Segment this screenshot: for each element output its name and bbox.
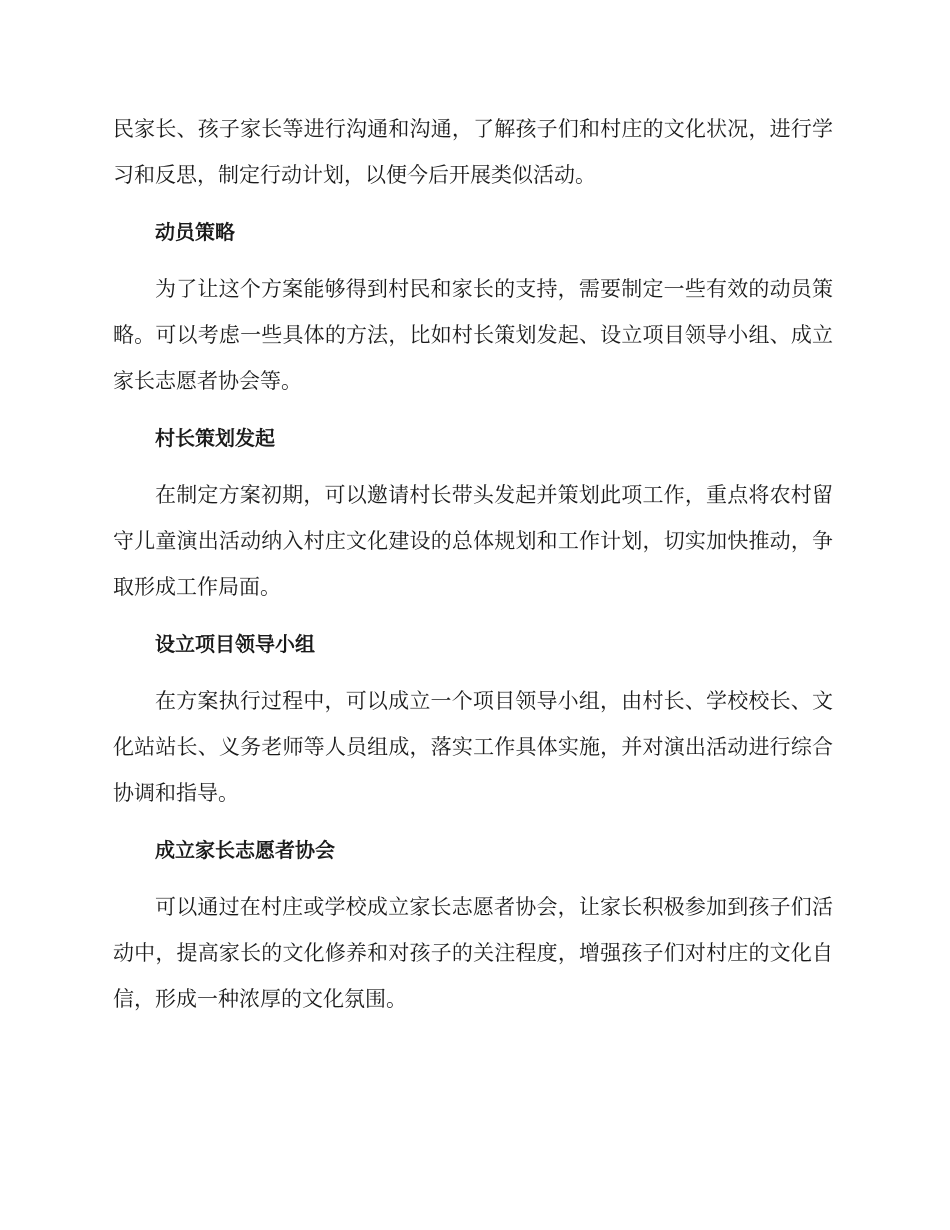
document-body bbox=[113, 106, 833, 1033]
paragraph-mobilization-strategy: 为了让这个方案能够得到村民和家长的支持，需要制定一些有效的动员策略。可以考虑一些具体的方法，比如村长策划发起、设立项目领导小组、成立家长志愿者协会等。 bbox=[113, 277, 833, 393]
paragraph-village-head-initiative: 在制定方案初期，可以邀请村长带头发起并策划此项工作，重点将农村留守儿童演出活动纳入村庄文化建设的总体规划和工作计划，切实加快推动，争取形成工作局面。 bbox=[113, 483, 833, 599]
paragraph-intro-continuation: 民家长、孩子家长等进行沟通和沟通，了解孩子们和村庄的文化状况，进行学习和反思，制定行动计划，以便今后开展类似活动。 bbox=[113, 117, 833, 187]
section-heading-mobilization-strategy: 动员策略 bbox=[155, 220, 235, 244]
section-heading-project-leadership-group: 设立项目领导小组 bbox=[155, 632, 315, 656]
paragraph-project-leadership-group: 在方案执行过程中，可以成立一个项目领导小组，由村长、学校校长、文化站站长、义务老师等人员组成，落实工作具体实施，并对演出活动进行综合协调和指导。 bbox=[113, 689, 833, 805]
section-heading-parent-volunteer-association: 成立家长志愿者协会 bbox=[155, 838, 335, 862]
paragraph-parent-volunteer-association: 可以通过在村庄或学校成立家长志愿者协会，让家长积极参加到孩子们活动中，提高家长的文化修养和对孩子的关注程度，增强孩子们对村庄的文化自信，形成一种浓厚的文化氛围。 bbox=[113, 895, 833, 1011]
section-heading-village-head-initiative: 村长策划发起 bbox=[155, 426, 275, 450]
